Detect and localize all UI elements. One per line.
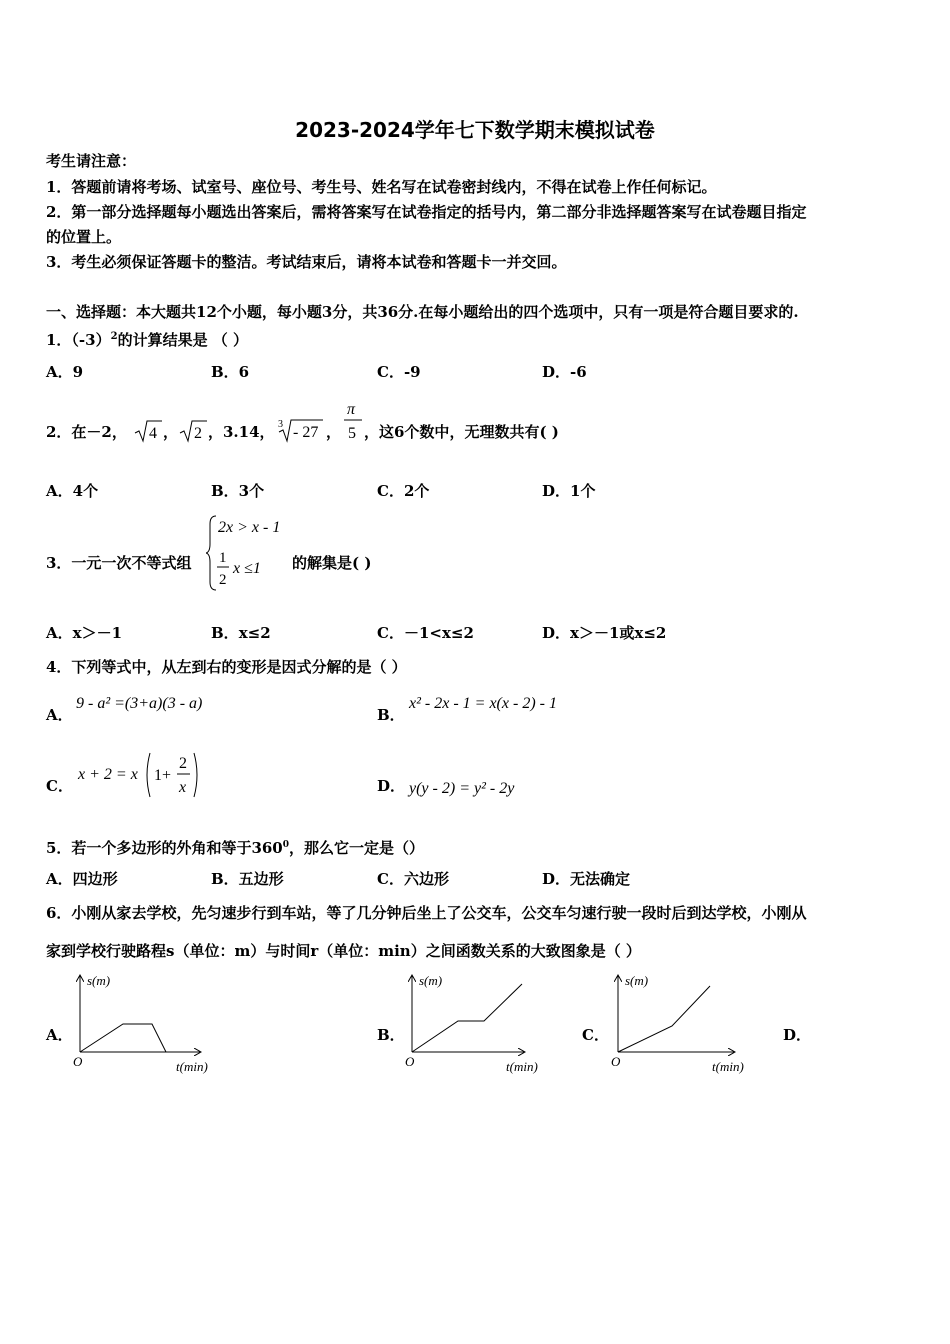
q1-option-d: D．-6 bbox=[542, 363, 587, 381]
notice-item-2: 2．第一部分选择题每小题选出答案后，需将答案写在试卷指定的括号内，第二部分非选择题答案写在试卷题目指定 bbox=[46, 203, 807, 221]
q2-cbrt-arg: - 27 bbox=[293, 424, 319, 441]
q4-d-label: D． bbox=[377, 777, 406, 795]
q5-sup: 0 bbox=[282, 840, 290, 850]
q2-cbrt-index: 3 bbox=[278, 419, 283, 430]
q2-fraction bbox=[342, 398, 364, 444]
q6-a-xlabel: t(min) bbox=[176, 1059, 208, 1074]
q5-option-d: D．无法确定 bbox=[542, 870, 631, 888]
q6-c-curve bbox=[618, 986, 710, 1052]
q3-line2-num: 1 bbox=[219, 550, 227, 566]
q2-stem-a: 2．在－2， bbox=[46, 423, 127, 441]
q6-a-curve bbox=[80, 1024, 166, 1052]
q6-b-curve bbox=[412, 984, 522, 1052]
q6-c-xlabel: t(min) bbox=[712, 1059, 744, 1074]
q6-option-d: D． bbox=[783, 1026, 812, 1044]
q6-graph-c bbox=[606, 968, 766, 1078]
q3-b-math: x≤2 bbox=[238, 624, 271, 642]
q4-c-math-left: x + 2 = x bbox=[78, 766, 138, 783]
q1-stem-a: 1．（-3） bbox=[46, 331, 111, 349]
q4-c-frac-num: 2 bbox=[179, 755, 187, 772]
q2-option-b: B．3个 bbox=[211, 482, 265, 500]
q6-graph-b bbox=[400, 968, 560, 1078]
q6-graph-a bbox=[68, 968, 228, 1078]
q3-line2-den: 2 bbox=[219, 572, 227, 588]
q2-sqrt4 bbox=[133, 418, 163, 444]
q5-stem bbox=[46, 836, 424, 857]
q3-option-d bbox=[542, 624, 666, 642]
notice-item-3: 3．考生必须保证答题卡的整洁。考试结束后，请将本试卷和答题卡一并交回。 bbox=[46, 253, 567, 271]
q6-b-origin: O bbox=[405, 1054, 415, 1069]
q1-exponent: 2 bbox=[110, 331, 118, 342]
q6-line2: 家到学校行驶路程s（单位：m）与时间r（单位：min）之间函数关系的大致图象是（ ） bbox=[46, 942, 641, 960]
q3-c-label: C． bbox=[377, 624, 404, 642]
q3-b-label: B． bbox=[211, 624, 239, 642]
q4-c-label: C． bbox=[46, 777, 73, 795]
q2-sqrt2-arg: 2 bbox=[194, 425, 202, 442]
q3-c-math: －1<x≤2 bbox=[403, 624, 474, 642]
q3-option-b bbox=[211, 624, 271, 642]
q4-c-right-paren bbox=[194, 753, 197, 797]
q6-option-c: C． bbox=[582, 1026, 609, 1044]
q2-option-a: A．4个 bbox=[46, 482, 99, 500]
q3-d-math: x＞－1或x≤2 bbox=[570, 624, 667, 642]
q4-c-paren-expr bbox=[142, 750, 202, 800]
q3-d-label: D． bbox=[542, 624, 571, 642]
q2-sqrt2 bbox=[178, 418, 208, 444]
q2-sep3: ， bbox=[326, 423, 342, 441]
q6-option-a: A． bbox=[46, 1026, 73, 1044]
q4-d-math: y(y - 2) = y² - 2y bbox=[409, 780, 515, 797]
q3-a-math: x＞－1 bbox=[72, 624, 123, 642]
q2-cbrt bbox=[276, 416, 324, 444]
q6-line1: 6．小刚从家去学校，先匀速步行到车站，等了几分钟后坐上了公交车，公交车匀速行驶一段时后到达学校，小刚从 bbox=[46, 904, 807, 922]
q2-stem-b: ，这6个数中，无理数共有( ) bbox=[364, 423, 559, 441]
q3-stem-b: 的解集是( ) bbox=[292, 554, 372, 572]
q2-frac-den: 5 bbox=[348, 425, 356, 442]
q2-sqrt4-arg: 4 bbox=[149, 425, 157, 442]
notice-item-2-cont: 的位置上。 bbox=[46, 228, 122, 246]
q6-a-ylabel: s(m) bbox=[87, 973, 111, 988]
q5-stem-b: ，那么它一定是（） bbox=[289, 839, 425, 857]
section-heading: 一、选择题：本大题共12个小题，每小题3分，共36分.在每小题给出的四个选项中，只有一项是符合题目要求的. bbox=[46, 303, 799, 321]
notice-item-1: 1．答题前请将考场、试室号、座位号、考生号、姓名写在试卷密封线内，不得在试卷上作任何标记。 bbox=[46, 178, 717, 196]
q4-a-label: A． bbox=[46, 706, 73, 724]
q3-option-c bbox=[377, 624, 474, 642]
q3-system bbox=[206, 512, 296, 594]
q1-stem bbox=[46, 328, 248, 349]
q1-option-a: A．9 bbox=[46, 363, 84, 381]
q6-c-ylabel: s(m) bbox=[625, 973, 649, 988]
q3-line1: 2x > x - 1 bbox=[218, 519, 281, 536]
q3-stem-a: 3．一元一次不等式组 bbox=[46, 554, 192, 572]
q6-a-origin: O bbox=[73, 1054, 83, 1069]
q4-b-label: B． bbox=[377, 706, 405, 724]
q6-c-origin: O bbox=[611, 1054, 621, 1069]
q2-sep1: ， bbox=[163, 423, 179, 441]
q4-a-math: 9 - a² =(3+a)(3 - a) bbox=[76, 695, 203, 712]
q5-option-c: C．六边形 bbox=[377, 870, 449, 888]
q1-stem-b: 的计算结果是 （ ） bbox=[117, 331, 249, 349]
q4-c-one-plus: 1+ bbox=[154, 767, 172, 784]
q1-option-b: B．6 bbox=[211, 363, 250, 381]
notice-heading: 考生请注意： bbox=[46, 152, 137, 170]
q5-stem-a: 5．若一个多边形的外角和等于360 bbox=[46, 839, 283, 857]
q3-line2-rest: x ≤1 bbox=[233, 560, 261, 577]
q6-b-xlabel: t(min) bbox=[506, 1059, 538, 1074]
q1-option-c: C．-9 bbox=[377, 363, 421, 381]
q5-option-b: B．五边形 bbox=[211, 870, 284, 888]
q3-a-label: A． bbox=[46, 624, 73, 642]
q4-stem: 4．下列等式中，从左到右的变形是因式分解的是（ ） bbox=[46, 658, 407, 676]
q4-c-frac-den: x bbox=[179, 779, 187, 796]
q6-option-b: B． bbox=[377, 1026, 405, 1044]
page-title: 2023-2024学年七下数学期末模拟试卷 bbox=[295, 118, 655, 142]
q5-option-a: A．四边形 bbox=[46, 870, 118, 888]
q3-brace bbox=[206, 516, 216, 590]
q2-frac-num: π bbox=[347, 401, 356, 418]
q2-sep2: ，3.14， bbox=[208, 423, 275, 441]
q3-option-a bbox=[46, 624, 122, 642]
q4-b-math: x² - 2x - 1 = x(x - 2) - 1 bbox=[409, 695, 557, 712]
q4-c-left-paren bbox=[147, 753, 150, 797]
q2-option-c: C．2个 bbox=[377, 482, 430, 500]
q2-option-d: D．1个 bbox=[542, 482, 596, 500]
q6-b-ylabel: s(m) bbox=[419, 973, 443, 988]
